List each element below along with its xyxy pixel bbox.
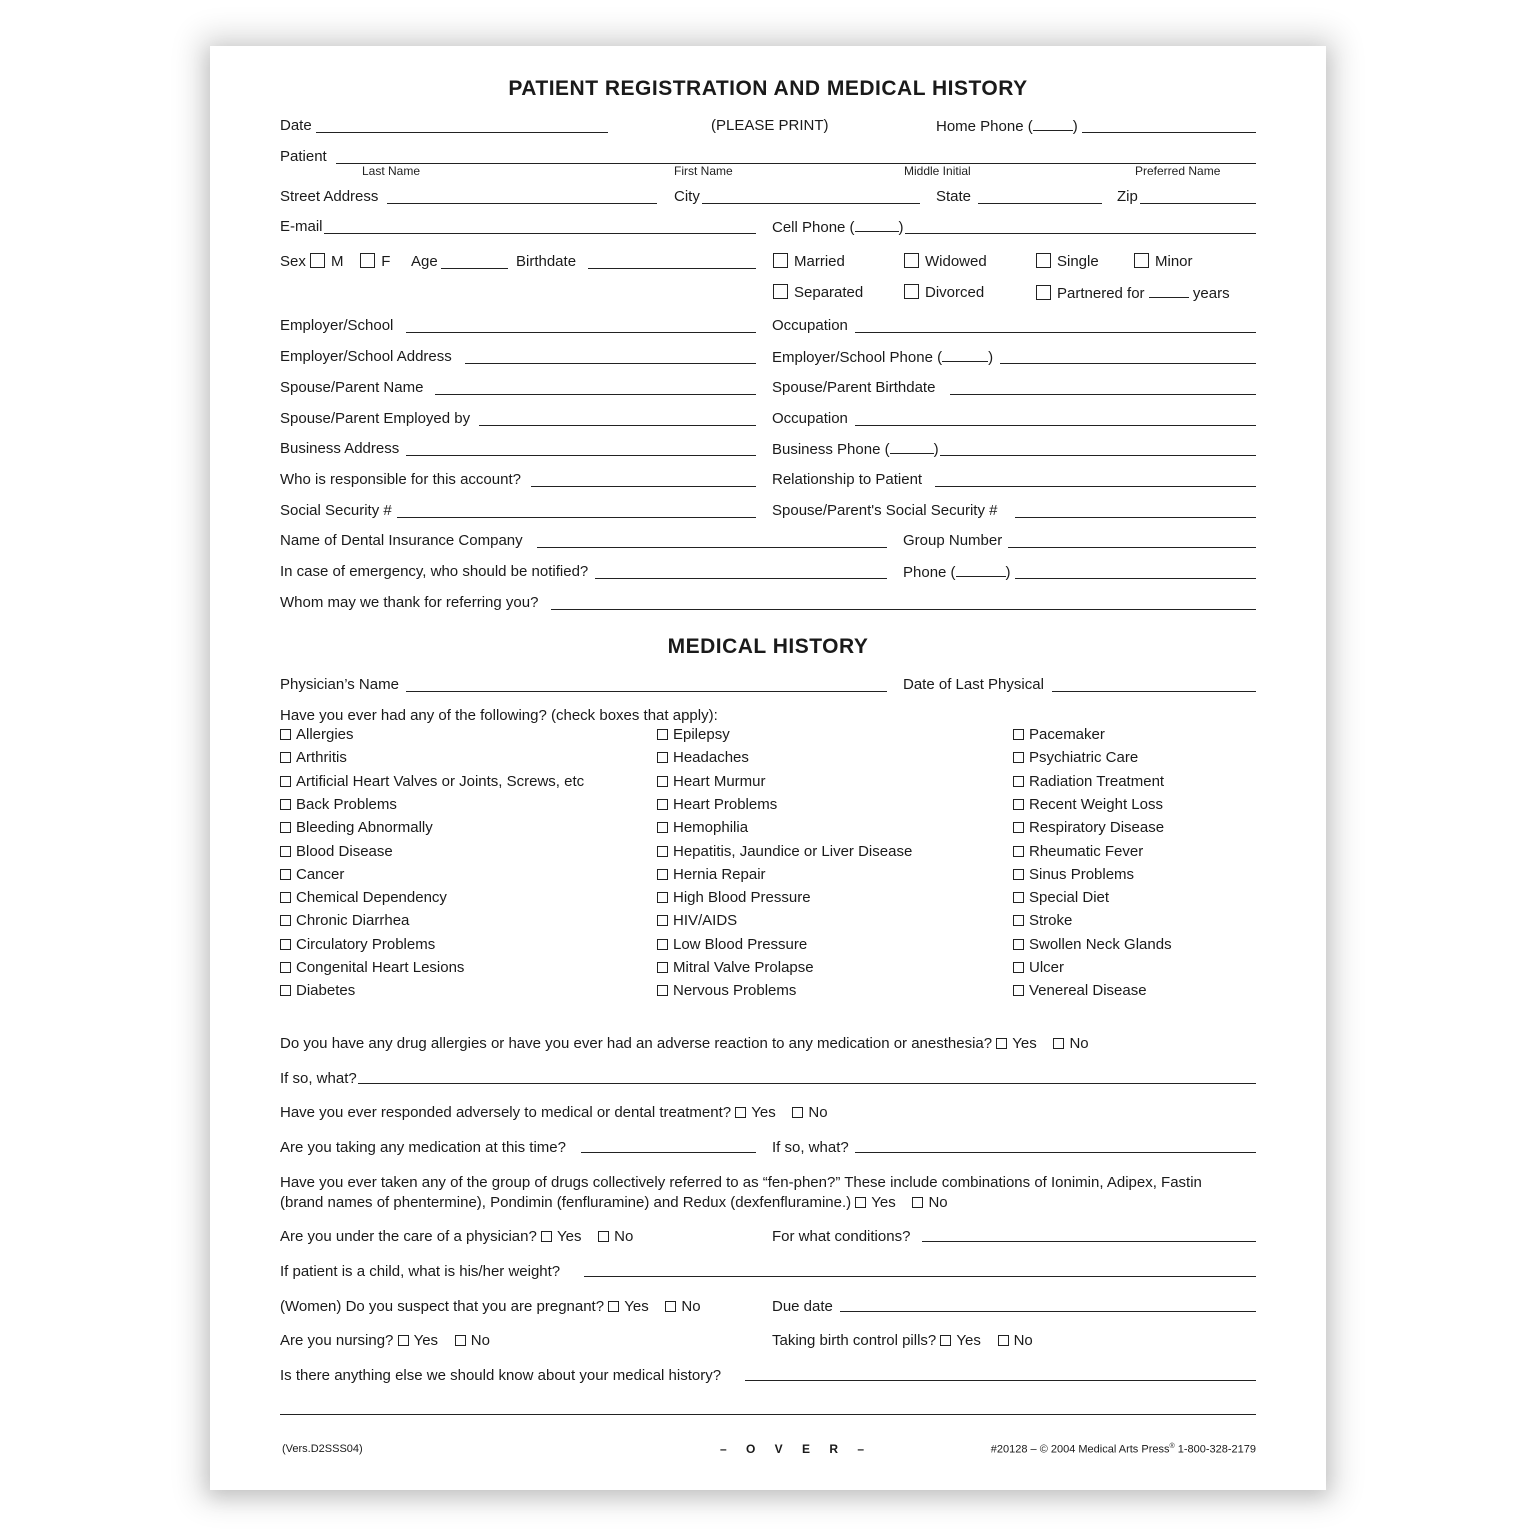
condition-label: Heart Problems [673,795,778,813]
condition-item[interactable] [1013,936,1172,954]
business-address-field[interactable] [406,455,756,456]
conditions-field[interactable] [922,1241,1256,1242]
condition-checkbox[interactable] [1013,822,1024,833]
taking-medication-label: Are you taking any medication at this time? [280,1139,566,1156]
employer-school-field[interactable] [406,332,756,333]
home-phone-area-code[interactable] [1033,117,1073,131]
employer-school-phone-area-code[interactable] [942,348,988,362]
condition-checkbox[interactable] [1013,915,1024,926]
condition-checkbox[interactable] [280,729,291,740]
street-address-label: Street Address [280,188,379,205]
cell-phone-area-code[interactable] [855,218,899,232]
condition-checkbox[interactable] [1013,869,1024,880]
condition-checkbox[interactable] [1013,846,1024,857]
condition-item[interactable] [280,796,397,814]
condition-label: Venereal Disease [1029,982,1147,1000]
cell-phone-label: Cell Phone ( ) [772,219,904,236]
condition-label: Nervous Problems [673,982,797,1000]
condition-item[interactable] [1013,796,1163,814]
state-field[interactable] [978,203,1102,204]
occupation-label [772,317,848,335]
condition-checkbox[interactable] [1013,985,1024,996]
email-label: E-mail [280,218,323,235]
condition-item[interactable] [280,843,393,861]
date-label: Date [280,117,312,134]
condition-checkbox[interactable] [657,915,668,926]
condition-checkbox[interactable] [657,752,668,763]
condition-checkbox[interactable] [657,822,668,833]
relationship-to-patient-label-text: Relationship to Patient [772,471,923,488]
pregnant-yes-checkbox[interactable] [608,1301,619,1312]
condition-item[interactable] [657,773,766,791]
condition-checkbox[interactable] [1013,939,1024,950]
adverse-treatment-no-checkbox[interactable] [792,1107,803,1118]
minor-checkbox[interactable] [1134,253,1149,268]
pregnant-question: (Women) Do you suspect that you are pregnant? Yes No [280,1298,701,1315]
condition-checkbox[interactable] [280,915,291,926]
separated-checkbox[interactable] [773,284,788,299]
condition-item[interactable] [1013,959,1064,977]
age-field[interactable] [441,268,508,269]
condition-item[interactable] [657,726,730,744]
condition-item[interactable] [280,889,447,907]
employer-school-phone-label-text: Employer/School Phone ( [772,349,943,366]
condition-item[interactable] [280,866,344,884]
condition-checkbox[interactable] [1013,892,1024,903]
child-weight-label: If patient is a child, what is his/her weight? [280,1263,561,1280]
relationship-to-patient-field[interactable] [935,486,1256,487]
divorced-option[interactable]: Divorced [904,284,984,302]
condition-checkbox[interactable] [657,846,668,857]
dental-insurance-label: Name of Dental Insurance Company [280,532,523,549]
condition-item[interactable] [657,912,737,930]
spouse-occupation-field[interactable] [855,425,1256,426]
condition-checkbox[interactable] [280,939,291,950]
minor-option[interactable]: Minor [1134,253,1193,271]
close-paren: ) [933,441,939,458]
condition-item[interactable] [657,843,912,861]
condition-item[interactable] [657,749,749,767]
emergency-phone-label: Phone ( ) [903,564,1011,581]
nursing-question: Are you nursing? Yes No [280,1332,490,1349]
married-option[interactable]: Married [773,253,845,271]
condition-label: Chronic Diarrhea [296,912,410,930]
spouse-parent-employer-field[interactable] [479,425,756,426]
condition-checkbox[interactable] [280,985,291,996]
condition-checkbox[interactable] [1013,799,1024,810]
employer-school-phone-label [772,348,993,367]
employer-school-label: Employer/School [280,317,394,334]
condition-checkbox[interactable] [1013,776,1024,787]
dental-insurance-field[interactable] [537,547,887,548]
condition-checkbox[interactable] [280,892,291,903]
separated-option[interactable]: Separated [773,284,863,302]
occupation-field[interactable] [855,332,1256,333]
condition-item[interactable] [280,819,433,837]
widowed-checkbox[interactable] [904,253,919,268]
divorced-checkbox[interactable] [904,284,919,299]
condition-checkbox[interactable] [280,822,291,833]
business-phone-label-text: Business Phone ( [772,441,890,458]
business-phone-label [772,440,939,459]
condition-label: Cancer [296,865,345,883]
anything-else-field-2[interactable] [280,1414,1256,1415]
partnered-checkbox[interactable] [1036,285,1051,300]
physician-care-yes-checkbox[interactable] [541,1231,552,1242]
condition-label: Hemophilia [673,819,749,837]
cell-phone-field[interactable] [905,233,1256,234]
condition-checkbox[interactable] [657,729,668,740]
medication-what-field[interactable] [855,1152,1256,1153]
condition-checkbox[interactable] [1013,752,1024,763]
condition-item[interactable] [1013,749,1138,767]
condition-label: Back Problems [296,795,397,813]
spouse-occupation-label [772,410,848,428]
condition-item[interactable] [657,959,814,977]
spouse-parent-birthdate-field[interactable] [950,394,1256,395]
birth-control-question: Taking birth control pills? Yes No [772,1332,1033,1349]
condition-checkbox[interactable] [280,846,291,857]
condition-item[interactable] [1013,866,1134,884]
condition-checkbox[interactable] [657,939,668,950]
single-option[interactable]: Single [1036,253,1099,271]
middle-initial-caption: Middle Initial [904,164,971,178]
widowed-option[interactable]: Widowed [904,253,987,271]
last-physical-field[interactable] [1052,691,1256,692]
drug-allergy-yes-checkbox[interactable] [996,1038,1007,1049]
if-so-what-field[interactable] [358,1083,1256,1084]
condition-label: Low Blood Pressure [673,935,808,953]
form-title: PATIENT REGISTRATION AND MEDICAL HISTORY [508,77,1028,100]
nursing-yes-checkbox[interactable] [398,1335,409,1346]
sex-m-checkbox[interactable] [310,253,325,268]
group-number-label: Group Number [903,532,1003,549]
over-indicator: – O V E R – [720,1442,873,1456]
referral-field[interactable] [551,609,1256,610]
drug-allergy-no-checkbox[interactable] [1053,1038,1064,1049]
physician-care-question: Are you under the care of a physician? Yes No [280,1228,634,1245]
condition-label: Hepatitis, Jaundice or Liver Disease [673,842,913,860]
condition-checkbox[interactable] [1013,962,1024,973]
occupation-label-text: Occupation [772,317,848,334]
condition-item[interactable] [1013,819,1164,837]
condition-label: Allergies [296,726,354,743]
group-number-field[interactable] [1008,547,1256,548]
condition-label: Hernia Repair [673,865,766,883]
due-date-field[interactable] [840,1311,1256,1312]
street-address-field[interactable] [387,203,657,204]
business-address-label: Business Address [280,440,400,457]
home-phone-label: Home Phone ( ) [936,118,1078,135]
copyright-notice: #20128 – © 2004 Medical Arts Press® 1-800-328-2179 [990,1443,1256,1456]
condition-label: Rheumatic Fever [1029,842,1144,860]
birth-control-yes-checkbox[interactable] [940,1335,951,1346]
if-so-what-label: If so, what? [280,1070,357,1087]
condition-item[interactable] [1013,889,1109,907]
condition-item[interactable] [657,796,777,814]
employer-school-address-field[interactable] [465,363,756,364]
condition-label: Ulcer [1029,959,1065,976]
condition-item[interactable] [280,749,347,767]
condition-label: Psychiatric Care [1029,749,1139,767]
spouse-parent-ssn-label-text: Spouse/Parent's Social Security # [772,502,998,519]
child-weight-field[interactable] [584,1276,1256,1277]
home-phone-field[interactable] [1082,132,1256,133]
condition-label: Bleeding Abnormally [296,819,433,837]
condition-label: Circulatory Problems [296,935,436,953]
spouse-parent-name-field[interactable] [435,394,756,395]
condition-checkbox[interactable] [280,752,291,763]
condition-label: Sinus Problems [1029,865,1135,883]
condition-item[interactable] [280,726,354,744]
condition-item[interactable] [280,982,355,1000]
condition-label: HIV/AIDS [673,912,738,930]
due-date-label: Due date [772,1298,833,1315]
employer-school-phone-field[interactable] [1000,363,1256,364]
emergency-phone-field[interactable] [1015,578,1256,579]
physician-name-field[interactable] [406,691,887,692]
last-name-caption: Last Name [362,164,421,178]
condition-item[interactable] [1013,912,1072,930]
condition-checkbox[interactable] [280,799,291,810]
condition-label: High Blood Pressure [673,889,811,907]
condition-item[interactable] [657,936,807,954]
nursing-no-checkbox[interactable] [455,1335,466,1346]
condition-label: Congenital Heart Lesions [296,959,465,976]
anything-else-field[interactable] [745,1380,1256,1381]
responsible-party-label: Who is responsible for this account? [280,471,521,488]
partnered-years-field[interactable] [1149,284,1189,298]
city-field[interactable] [702,203,920,204]
sex-label: Sex M F [280,253,391,270]
birthdate-field[interactable] [588,268,756,269]
adverse-treatment-question: Have you ever responded adversely to medical or dental treatment? Yes No [280,1104,828,1121]
condition-item[interactable] [1013,982,1147,1000]
physician-name-label: Physician’s Name [280,676,399,693]
first-name-caption: First Name [674,164,733,178]
spouse-parent-employer-label: Spouse/Parent Employed by [280,410,471,427]
condition-label: Headaches [673,749,749,767]
spouse-parent-birthdate-label-text: Spouse/Parent Birthdate [772,379,936,396]
social-security-field[interactable] [397,517,756,518]
condition-checkbox[interactable] [657,962,668,973]
married-checkbox[interactable] [773,253,788,268]
please-print-note: (PLEASE PRINT) [711,117,829,134]
condition-item[interactable] [280,959,464,977]
condition-checkbox[interactable] [657,869,668,880]
condition-checkbox[interactable] [657,799,668,810]
drug-allergy-question: Do you have any drug allergies or have you ever had an adverse reaction to any medication or anesthesia? Yes No [280,1035,1089,1052]
email-field[interactable] [324,233,756,234]
condition-label: Artificial Heart Valves or Joints, Screws, etc [296,772,585,790]
condition-label: Chemical Dependency [296,889,447,907]
business-phone-field[interactable] [940,455,1256,456]
condition-item[interactable] [280,773,584,791]
zip-field[interactable] [1140,203,1256,204]
condition-label: Epilepsy [673,726,730,743]
condition-checkbox[interactable] [657,776,668,787]
condition-label: Diabetes [296,982,356,1000]
condition-label: Recent Weight Loss [1029,795,1163,813]
condition-label: Pacemaker [1029,726,1105,743]
condition-checkbox[interactable] [657,892,668,903]
patient-label: Patient [280,148,327,165]
checklist-prompt: Have you ever had any of the following? (check boxes that apply): [280,707,718,724]
condition-label: Arthritis [296,749,347,767]
condition-label: Respiratory Disease [1029,819,1165,837]
version-code: (Vers.D2SSS04) [282,1443,363,1455]
condition-item[interactable] [1013,726,1105,744]
condition-label: Blood Disease [296,842,393,860]
condition-item[interactable] [657,889,811,907]
fenphen-question-line1: Have you ever taken any of the group of drugs collectively referred to as “fen-phen?” These include combinations of Ionimin, Adipex, Fastin [280,1174,1202,1191]
adverse-treatment-yes-checkbox[interactable] [735,1107,746,1118]
condition-checkbox[interactable] [280,869,291,880]
employer-school-address-label: Employer/School Address [280,348,452,365]
birth-control-no-checkbox[interactable] [998,1335,1009,1346]
spouse-parent-name-label: Spouse/Parent Name [280,379,424,396]
state-label: State [936,188,972,205]
condition-item[interactable] [280,936,435,954]
close-paren: ) [988,349,994,366]
condition-label: Special Diet [1029,889,1110,907]
condition-checkbox[interactable] [1013,729,1024,740]
condition-label: Heart Murmur [673,772,766,790]
single-checkbox[interactable] [1036,253,1051,268]
condition-item[interactable] [1013,773,1164,791]
referral-label: Whom may we thank for referring you? [280,594,539,611]
fenphen-no-checkbox[interactable] [912,1197,923,1208]
medical-history-title: MEDICAL HISTORY [667,635,869,658]
medication-what-label: If so, what? [772,1139,849,1156]
condition-checkbox[interactable] [280,962,291,973]
patient-name-field[interactable] [336,163,1256,164]
fenphen-question-line2: (brand names of phentermine), Pondimin (fenfluramine) and Redux (dexfenfluramine.) Yes No [280,1194,948,1211]
fenphen-yes-checkbox[interactable] [855,1197,866,1208]
condition-item[interactable] [657,982,796,1000]
spouse-parent-birthdate-label [772,379,935,397]
condition-item[interactable] [657,819,748,837]
responsible-party-field[interactable] [531,486,756,487]
condition-item[interactable] [280,912,409,930]
business-phone-area-code[interactable] [890,440,934,454]
condition-item[interactable] [657,866,766,884]
partnered-option[interactable]: Partnered for years [1036,284,1230,303]
pregnant-no-checkbox[interactable] [665,1301,676,1312]
zip-label: Zip [1117,188,1138,205]
last-physical-label: Date of Last Physical [903,676,1044,693]
condition-label: Stroke [1029,912,1073,930]
condition-item[interactable] [1013,843,1143,861]
emergency-contact-label: In case of emergency, who should be notified? [280,563,589,580]
age-label: Age [411,253,438,270]
physician-care-no-checkbox[interactable] [598,1231,609,1242]
emergency-contact-field[interactable] [595,578,887,579]
condition-label: Mitral Valve Prolapse [673,959,814,976]
date-field[interactable] [316,132,608,133]
city-label: City [674,188,700,205]
relationship-to-patient-label [772,471,922,489]
taking-medication-field[interactable] [581,1152,756,1153]
condition-checkbox[interactable] [657,985,668,996]
condition-checkbox[interactable] [280,776,291,787]
sex-f-checkbox[interactable] [360,253,375,268]
spouse-parent-ssn-label [772,502,997,520]
emergency-phone-area-code[interactable] [956,563,1006,577]
condition-label: Swollen Neck Glands [1029,935,1172,953]
preferred-name-caption: Preferred Name [1135,164,1221,178]
spouse-occupation-label-text: Occupation [772,410,848,427]
condition-label: Radiation Treatment [1029,772,1165,790]
spouse-parent-ssn-field[interactable] [1015,517,1256,518]
conditions-label: For what conditions? [772,1228,911,1245]
anything-else-label: Is there anything else we should know about your medical history? [280,1367,722,1384]
social-security-label: Social Security # [280,502,392,519]
birthdate-label: Birthdate [516,253,577,270]
